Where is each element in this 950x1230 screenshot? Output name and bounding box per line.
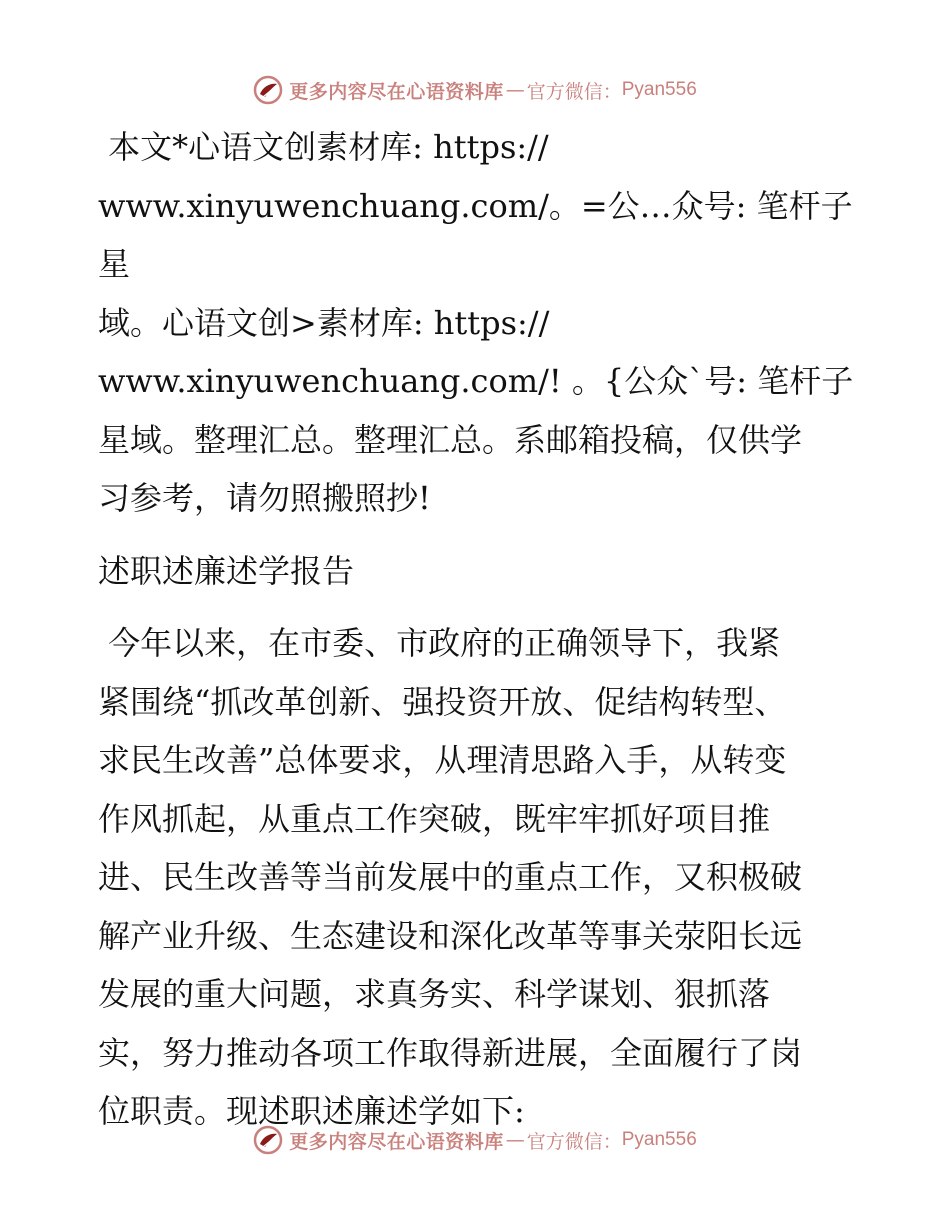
banner-dash: — <box>505 79 525 101</box>
banner-wechat-label: 官方微信： <box>526 80 622 103</box>
intro-paragraph: 本文*心语文创素材库: https:// www.xinyuwenchuang.com/。=公…众号: 笔杆子星 域。心语文创>素材库: https:// www.xinyuwenchuang.com/! 。{公众`号: 笔杆子 星域。整理汇总。整理汇总。系邮箱投稿，仅供学 习参考，请勿照搬照抄! <box>98 128 854 517</box>
xinyu-logo-icon <box>253 75 283 105</box>
xinyu-logo-icon <box>253 1125 283 1155</box>
document-body <box>98 118 858 1141</box>
footer-banner <box>0 1120 950 1160</box>
paragraph-gap <box>98 528 858 542</box>
document-title: 述职述廉述学报告 <box>98 551 355 590</box>
header-banner <box>0 70 950 110</box>
banner-account: Pyan556 <box>621 79 697 100</box>
paragraph-gap <box>98 600 858 614</box>
banner-dash: — <box>505 1129 525 1151</box>
banner-text: 更多内容尽在心语资料库 <box>289 1130 504 1153</box>
banner-account: Pyan556 <box>621 1129 697 1150</box>
banner-text: 更多内容尽在心语资料库 <box>289 80 504 103</box>
body-paragraph: 今年以来，在市委、市政府的正确领导下，我紧 紧围绕“抓改革创新、强投资开放、促结构转型、 求民生改善”总体要求，从理清思路入手，从转变 作风抓起，从重点工作突破，既牢牢抓好项目推 进、民生改善等当前发展中的重点工作，又积极破 解产业升级、生态建设和深化改革等事关荥阳长远 发展的重大问题，求真务实、科学谋划、狠抓落 实，努力推动各项工作取得新进展，全面履行了岗 位职责。现述职述廉述学如下: <box>98 624 803 1130</box>
banner-wechat-label: 官方微信： <box>526 1130 622 1153</box>
